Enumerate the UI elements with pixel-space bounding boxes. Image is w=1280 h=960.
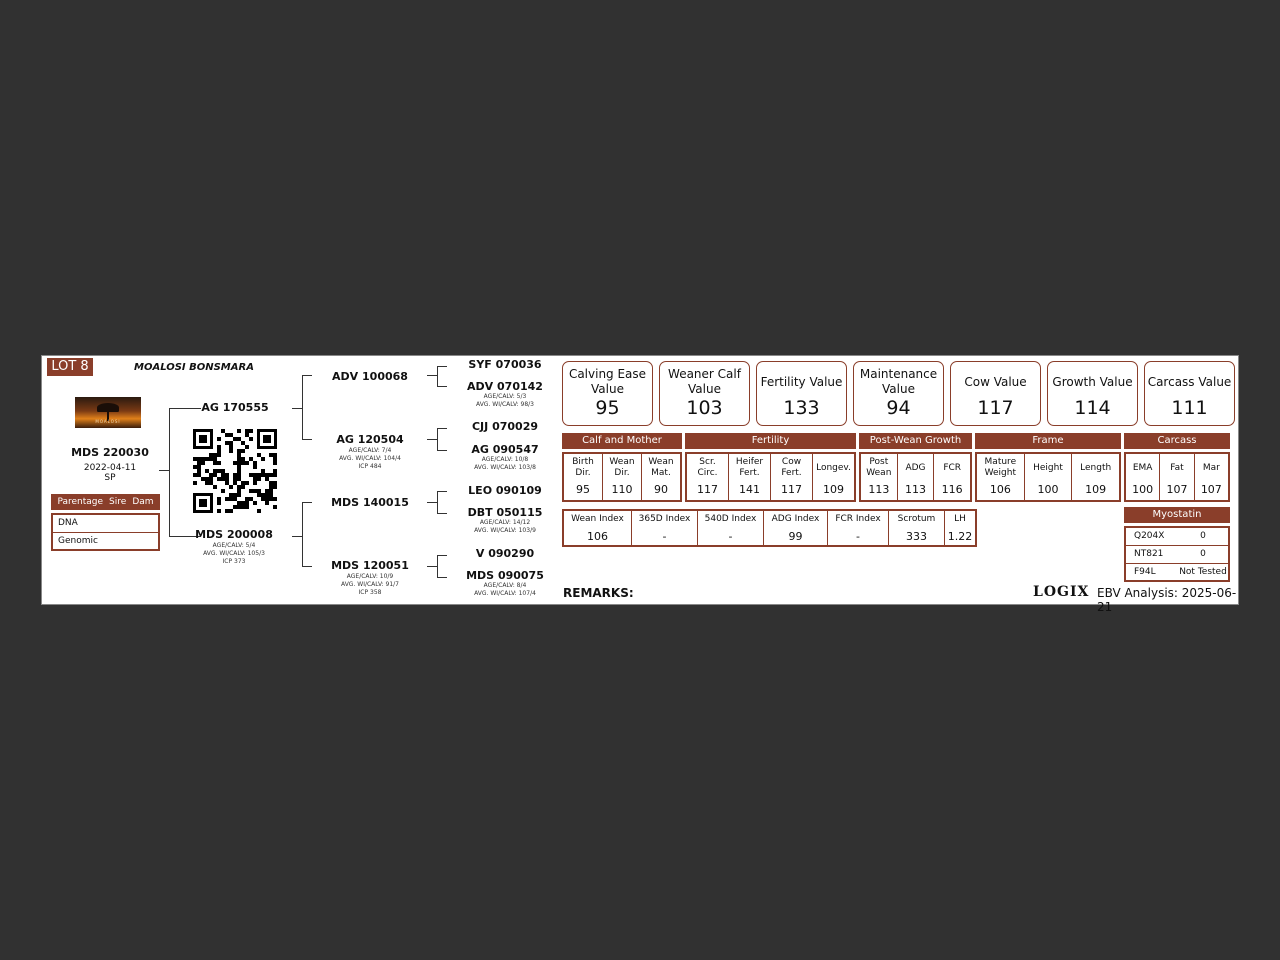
ebv-cell: FCR 116 — [941, 462, 963, 496]
ebv-cell: Wean Mat. 90 — [648, 457, 674, 496]
animal-info — [60, 446, 160, 483]
ebv-cell: ADG 113 — [898, 454, 935, 500]
parentage-table — [51, 513, 160, 551]
dam: MDS 200008 AGE/CALV: 5/4 AVG. WI/CALV: 105/3 ICP 373 — [195, 528, 273, 565]
ebv-cell: Length 109 — [1080, 462, 1112, 496]
animal-code: SP — [104, 473, 116, 483]
value-box-maintenance: Maintenance Value 94 — [853, 361, 944, 426]
group-post-wean: Post-Wean Growth — [859, 433, 972, 449]
index-cell: 540D Index - — [698, 511, 764, 545]
group-fertility: Fertility — [685, 433, 856, 449]
dds: V 090290 — [475, 547, 535, 560]
remarks-label: REMARKS: — [563, 586, 634, 600]
sdd: AG 090547 AGE/CALV: 10/8 AVG. WI/CALV: 103/8 — [471, 443, 539, 471]
dam-sire: MDS 140015 — [331, 496, 409, 509]
group-frame: Frame — [975, 433, 1121, 449]
ebv-cell: Mar 107 — [1200, 462, 1222, 496]
ebv-cell: EMA 100 — [1126, 454, 1160, 500]
ebv-cell: Birth Dir. 95 — [564, 454, 603, 500]
ebv-cell: Wean Dir. 110 — [603, 454, 642, 500]
dam-dam: MDS 120051 AGE/CALV: 10/9 AVG. WI/CALV: 91/7 ICP 358 — [331, 559, 409, 596]
index-cell: ADG Index 99 — [764, 511, 828, 545]
ebv-table-0 — [562, 452, 682, 502]
myostatin-row: F94L Not Tested — [1126, 563, 1228, 581]
dss: LEO 090109 — [468, 484, 542, 497]
ssd: ADV 070142 AGE/CALV: 5/3 AVG. WI/CALV: 98/3 — [467, 380, 543, 408]
myostatin-table — [1124, 526, 1230, 582]
sss: SYF 070036 — [468, 358, 542, 371]
lot-card — [41, 355, 1239, 614]
ebv-table-2 — [859, 452, 972, 502]
logix-logo: LOGIX — [1033, 584, 1090, 600]
sds: CJJ 070029 — [471, 420, 538, 433]
index-cell: Wean Index 106 — [564, 511, 632, 545]
sire: AG 170555 — [201, 401, 269, 414]
animal-id: MDS 220030 — [71, 446, 149, 459]
lot-badge: LOT 8 — [47, 358, 93, 376]
group-carcass: Carcass — [1124, 433, 1230, 449]
value-box-fertility: Fertility Value 133 — [756, 361, 847, 426]
ebv-analysis-date: EBV Analysis: 2025-06-21 — [1097, 586, 1237, 614]
parentage-row-genomic: Genomic — [53, 532, 158, 550]
sire-sire: ADV 100068 — [332, 370, 408, 383]
ebv-table-4 — [1124, 452, 1230, 502]
ebv-cell: Cow Fert. 117 — [771, 454, 813, 500]
index-cell: LH 1.22 — [947, 514, 973, 543]
myostatin-row: NT821 0 — [1126, 545, 1228, 563]
qr-code-icon — [193, 429, 277, 513]
breeder-logo: MOALOSI — [75, 397, 141, 428]
sire-dam: AG 120504 AGE/CALV: 7/4 AVG. WI/CALV: 104/4 ICP 484 — [336, 433, 404, 470]
ebv-cell: Heifer Fert. 141 — [729, 454, 771, 500]
breed-title: MOALOSI BONSMARA — [134, 362, 254, 373]
value-box-cow: Cow Value 117 — [950, 361, 1041, 426]
myostatin-row: Q204X 0 — [1134, 531, 1206, 541]
ebv-cell: Height 100 — [1025, 454, 1073, 500]
ddd: MDS 090075 AGE/CALV: 8/4 AVG. WI/CALV: 107/4 — [466, 569, 544, 597]
index-cell: Scrotum 333 — [889, 511, 945, 545]
index-cell: 365D Index - — [632, 511, 698, 545]
animal-dob: 2022-04-11 — [83, 463, 137, 473]
ebv-table-1 — [685, 452, 856, 502]
ebv-cell: Scr. Circ. 117 — [687, 454, 729, 500]
value-box-carcass: Carcass Value 111 — [1144, 361, 1235, 426]
myostatin-header: Myostatin — [1124, 507, 1230, 523]
ebv-cell: Fat 107 — [1160, 454, 1194, 500]
ebv-cell: Mature Weight 106 — [977, 454, 1025, 500]
parentage-header: Parentage Sire Dam — [51, 494, 160, 510]
index-cell: FCR Index - — [828, 511, 889, 545]
ebv-cell: Post Wean 113 — [861, 454, 898, 500]
ebv-cell: Longev. 109 — [816, 462, 851, 496]
dsd: DBT 050115 AGE/CALV: 14/12 AVG. WI/CALV: 103/9 — [467, 506, 543, 534]
group-calf-mother: Calf and Mother — [562, 433, 682, 449]
value-box-growth: Growth Value 114 — [1047, 361, 1138, 426]
parentage-row-dna: DNA — [58, 518, 78, 528]
value-box-calving-ease: Calving Ease Value 95 — [562, 361, 653, 426]
ebv-table-3 — [975, 452, 1121, 502]
value-box-weaner-calf: Weaner Calf Value 103 — [659, 361, 750, 426]
index-table — [562, 509, 977, 547]
